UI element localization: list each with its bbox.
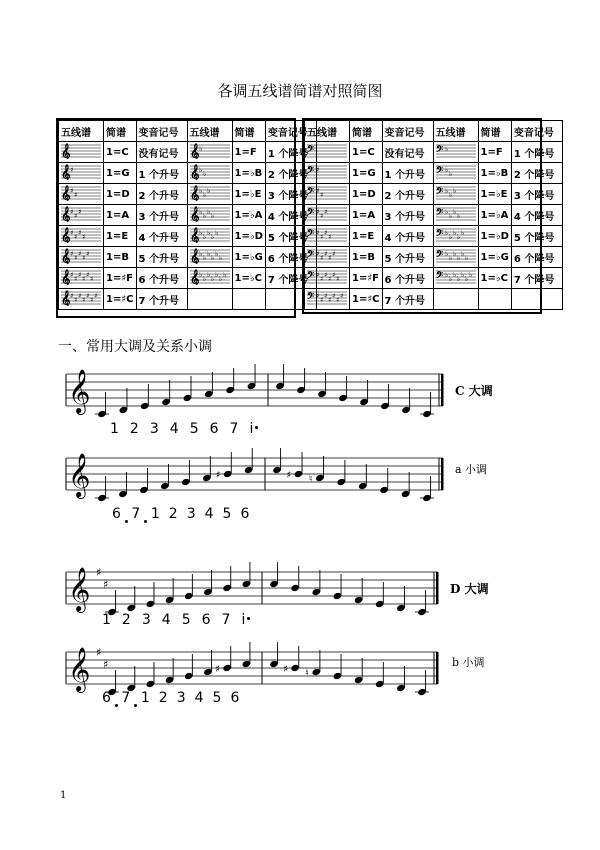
flat-icon: ♭ (448, 274, 452, 283)
accidental-count-cell: 7 个升号 (382, 289, 433, 310)
flat-icon: ♭ (210, 274, 214, 283)
note-number: 3 (186, 506, 196, 522)
flat-icon: ♭ (202, 211, 206, 220)
accidental-count-cell: 7 个升号 (136, 289, 187, 310)
note-number: i (249, 421, 254, 437)
sharp-icon: ♯ (82, 253, 86, 262)
note-number: 4 (161, 612, 171, 628)
sharp-icon: ♯ (74, 274, 78, 283)
note-number: 4 (169, 421, 179, 437)
sharp-icon: ♯ (320, 295, 324, 304)
sharp-icon: ♯ (324, 207, 328, 216)
flat-icon: ♭ (452, 270, 456, 279)
natural-icon: ♮ (308, 474, 313, 485)
flat-icon: ♭ (198, 228, 202, 237)
sharp-icon: ♯ (82, 232, 86, 241)
sharp-icon: ♯ (78, 291, 82, 300)
sharp-icon: ♯ (316, 165, 320, 174)
numbered-key-cell: 1=B (350, 247, 383, 268)
flat-icon: ♭ (456, 274, 460, 283)
numbered-key-cell: 1=F (232, 142, 265, 163)
sharp-icon: ♯ (90, 274, 94, 283)
final-bar-thick (441, 374, 444, 406)
flat-icon: ♭ (456, 232, 460, 241)
sharp-icon: ♯ (324, 228, 328, 237)
bass-clef-icon: 𝄢 (307, 248, 315, 262)
flat-icon: ♭ (198, 144, 202, 153)
bass-clef-icon: 𝄢 (435, 206, 443, 220)
flat-icon: ♭ (444, 207, 448, 216)
flat-icon: ♭ (444, 186, 448, 195)
numbered-key-cell: 1=B (104, 247, 137, 268)
numbered-key-cell: 1=G (104, 163, 137, 184)
flat-icon: ♭ (218, 253, 222, 262)
note-number: 5 (212, 690, 222, 706)
flat-icon: ♭ (464, 274, 468, 283)
flat-icon: ♭ (460, 249, 464, 258)
sharp-icon: ♯ (90, 295, 94, 304)
accidental-count-cell: 1 个升号 (382, 163, 433, 184)
flat-icon: ♭ (210, 253, 214, 262)
treble-clef-icon: 𝄞 (189, 205, 199, 222)
numbered-key-cell: 1=♭C (478, 268, 511, 289)
sharp-icon: ♯ (316, 228, 320, 237)
sharp-icon: ♯ (215, 664, 220, 675)
sharp-icon: ♯ (316, 291, 320, 300)
accidental-count-cell: 6 个升号 (382, 268, 433, 289)
sharp-icon: ♯ (70, 291, 74, 300)
sharp-icon: ♯ (324, 291, 328, 300)
numbered-key-cell: 1=♭E (478, 184, 511, 205)
treble-clef-icon: 𝄞 (189, 142, 199, 159)
accidental-count-cell: 4 个升号 (382, 226, 433, 247)
flat-icon: ♭ (460, 270, 464, 279)
flat-icon: ♭ (444, 165, 448, 174)
flat-icon: ♭ (206, 207, 210, 216)
flat-icon: ♭ (210, 211, 214, 220)
sharp-icon: ♯ (320, 190, 324, 199)
sharp-icon: ♯ (82, 295, 86, 304)
treble-clef-icon: 𝄞 (68, 369, 91, 413)
sharp-icon: ♯ (70, 165, 74, 174)
note-number: 1 (102, 612, 111, 628)
note-number: 4 (204, 506, 214, 522)
accidental-count-cell: 6 个升号 (136, 268, 187, 289)
treble-clef-icon: 𝄞 (189, 163, 199, 180)
bass-clef-icon: 𝄢 (307, 164, 315, 178)
flat-icon: ♭ (444, 144, 448, 153)
treble-clef-icon: 𝄞 (189, 226, 199, 243)
numbered-key-cell: 1=♭B (478, 163, 511, 184)
numbered-key-cell: 1=♭G (478, 247, 511, 268)
sharp-icon: ♯ (78, 228, 82, 237)
flat-icon: ♭ (198, 249, 202, 258)
note-number: 7 (221, 612, 231, 628)
sharp-icon: ♯ (340, 291, 344, 300)
sharp-icon: ♯ (336, 274, 340, 283)
table-header-cell: 五线谱 (59, 121, 104, 142)
numbered-key-cell: 1=♯F (104, 268, 137, 289)
note-number: 5 (222, 506, 232, 522)
accidental-count-cell: 2 个降号 (265, 163, 316, 184)
flat-icon: ♭ (464, 253, 468, 262)
numbered-key-cell: 1=♭C (232, 268, 265, 289)
sharp-icon: ♯ (86, 270, 90, 279)
sharp-icon: ♯ (316, 249, 320, 258)
sharp-icon: ♯ (78, 249, 82, 258)
flat-icon: ♭ (198, 207, 202, 216)
sharp-icon: ♯ (328, 232, 332, 241)
flat-icon: ♭ (222, 270, 226, 279)
numbered-notation-d-major (102, 612, 258, 628)
accidental-count-cell: 2 个升号 (382, 184, 433, 205)
lower-octave-dot (115, 704, 118, 707)
numbered-key-cell: 1=E (350, 226, 383, 247)
flat-icon: ♭ (452, 186, 456, 195)
flat-icon: ♭ (452, 228, 456, 237)
sharp-icon: ♯ (332, 249, 336, 258)
example-label-c-major: C 大调 (455, 384, 493, 398)
note-number: 6 (201, 612, 211, 628)
accidental-count-cell: 2 个升号 (136, 184, 187, 205)
accidental-count-cell: 4 个升号 (136, 226, 187, 247)
flat-icon: ♭ (206, 270, 210, 279)
flat-icon: ♭ (468, 270, 472, 279)
numbered-key-cell: 1=♯C (350, 289, 383, 310)
bass-clef-icon: 𝄢 (435, 185, 443, 199)
sharp-icon: ♯ (74, 253, 78, 262)
note-number: 4 (194, 690, 204, 706)
treble-clef-icon: 𝄞 (61, 289, 71, 306)
sharp-icon: ♯ (328, 274, 332, 283)
flat-icon: ♭ (206, 186, 210, 195)
flat-icon: ♭ (198, 270, 202, 279)
sharp-icon: ♯ (324, 249, 328, 258)
sharp-icon: ♯ (96, 566, 102, 579)
accidental-count-cell: 7 个降号 (265, 268, 316, 289)
bass-clef-icon: 𝄢 (435, 143, 443, 157)
bass-clef-icon: 𝄢 (435, 164, 443, 178)
numbered-key-cell: 1=♭D (478, 226, 511, 247)
bass-clef-icon: 𝄢 (435, 227, 443, 241)
treble-clef-icon: 𝄞 (68, 647, 91, 691)
table-header-cell: 五线谱 (433, 121, 478, 142)
accidental-count-cell: 2 个降号 (511, 163, 562, 184)
table-header-cell: 五线谱 (187, 121, 232, 142)
sharp-icon: ♯ (70, 186, 74, 195)
table-header-cell: 变音记号 (136, 121, 187, 142)
numbered-key-cell: 1=♯F (350, 268, 383, 289)
note-number: 1 (150, 506, 160, 522)
numbered-key-cell: 1=E (104, 226, 137, 247)
note-number: 7 (131, 506, 141, 522)
table-header-cell: 变音记号 (382, 121, 433, 142)
sharp-icon: ♯ (320, 232, 324, 241)
sharp-icon: ♯ (70, 207, 74, 216)
note-number: 2 (158, 690, 168, 706)
accidental-count-cell: 4 个降号 (511, 205, 562, 226)
sharp-icon: ♯ (94, 291, 98, 300)
sharp-icon: ♯ (78, 207, 82, 216)
note-number: 3 (176, 690, 186, 706)
numbered-key-cell: 1=C (104, 142, 137, 163)
treble-clef-icon: 𝄞 (61, 268, 71, 285)
flat-icon: ♭ (452, 249, 456, 258)
sharp-icon: ♯ (70, 228, 74, 237)
table-header-cell: 简谱 (232, 121, 265, 142)
sharp-icon: ♯ (70, 249, 74, 258)
sharp-icon: ♯ (286, 470, 292, 481)
sharp-icon: ♯ (332, 291, 336, 300)
accidental-count-cell: 3 个降号 (265, 184, 316, 205)
flat-icon: ♭ (444, 249, 448, 258)
bass-clef-icon: 𝄢 (307, 185, 315, 199)
sharp-icon: ♯ (320, 253, 324, 262)
final-bar-thick (436, 572, 439, 604)
flat-icon: ♭ (202, 253, 206, 262)
table-header-cell: 简谱 (104, 121, 137, 142)
note-number: 2 (168, 506, 178, 522)
sharp-icon: ♯ (215, 470, 221, 481)
bass-clef-icon: 𝄢 (435, 269, 443, 283)
table-header-cell: 五线谱 (305, 121, 350, 142)
sharp-icon: ♯ (103, 658, 109, 671)
note-number: i (241, 612, 246, 628)
example-label-a-minor: a 小调 (455, 463, 488, 476)
bass-clef-icon: 𝄢 (307, 269, 315, 283)
note-number: 1 (140, 690, 150, 706)
note-number: 5 (181, 612, 191, 628)
bass-clef-icon: 𝄢 (307, 227, 315, 241)
note-number: 6 (240, 506, 250, 522)
accidental-count-cell: 7 个降号 (511, 268, 562, 289)
treble-clef-icon: 𝄞 (61, 205, 71, 222)
page-number: 1 (60, 790, 67, 801)
sharp-icon: ♯ (316, 207, 320, 216)
accidental-count-cell: 3 个升号 (136, 205, 187, 226)
treble-clef-icon: 𝄞 (61, 142, 71, 159)
accidental-count-cell: 3 个降号 (511, 184, 562, 205)
accidental-count-cell: 5 个降号 (511, 226, 562, 247)
note-number: 1 (110, 421, 119, 437)
page-title: 各调五线谱简谱对照简图 (217, 82, 383, 100)
note-number: 5 (189, 421, 199, 437)
flat-icon: ♭ (198, 165, 202, 174)
treble-clef-icon: 𝄞 (189, 247, 199, 264)
bass-clef-icon: 𝄢 (307, 206, 315, 220)
sharp-icon: ♯ (74, 295, 78, 304)
flat-icon: ♭ (218, 274, 222, 283)
numbered-key-cell: 1=♭G (232, 247, 265, 268)
bass-clef-icon: 𝄢 (307, 143, 315, 157)
treble-clef-icon: 𝄞 (68, 453, 91, 497)
sharp-icon: ♯ (78, 270, 82, 279)
note-number: 6 (230, 690, 240, 706)
flat-icon: ♭ (210, 232, 214, 241)
numbered-key-cell: 1=A (104, 205, 137, 226)
accidental-count-cell: 没有记号 (382, 142, 433, 163)
treble-clef-icon: 𝄞 (61, 247, 71, 264)
accidental-count-cell: 6 个降号 (511, 247, 562, 268)
flat-icon: ♭ (214, 249, 218, 258)
example-label-d-major: D 大调 (450, 582, 489, 596)
sharp-icon: ♯ (86, 249, 90, 258)
accidental-count-cell: 1 个降号 (265, 142, 316, 163)
accidental-count-cell: 1 个升号 (136, 163, 187, 184)
flat-icon: ♭ (198, 186, 202, 195)
accidental-count-cell: 4 个降号 (265, 205, 316, 226)
accidental-count-cell: 5 个降号 (265, 226, 316, 247)
sharp-icon: ♯ (328, 253, 332, 262)
sharp-icon: ♯ (74, 211, 78, 220)
accidental-count-cell: 没有记号 (136, 142, 187, 163)
treble-clef-icon: 𝄞 (61, 184, 71, 201)
flat-icon: ♭ (460, 228, 464, 237)
flat-icon: ♭ (214, 228, 218, 237)
bass-clef-icon: 𝄢 (435, 248, 443, 262)
sharp-icon: ♯ (332, 270, 336, 279)
numbered-notation-a-minor (112, 506, 258, 522)
sharp-icon: ♯ (316, 270, 320, 279)
sharp-icon: ♯ (320, 274, 324, 283)
flat-icon: ♭ (202, 169, 206, 178)
flat-icon: ♭ (206, 228, 210, 237)
numbered-key-cell: 1=♭E (232, 184, 265, 205)
flat-icon: ♭ (448, 169, 452, 178)
treble-clef-icon: 𝄞 (189, 268, 199, 285)
treble-clef-icon: 𝄞 (61, 163, 71, 180)
table-header-cell: 变音记号 (265, 121, 316, 142)
note-number: 7 (121, 690, 131, 706)
flat-icon: ♭ (448, 232, 452, 241)
flat-icon: ♭ (444, 270, 448, 279)
flat-icon: ♭ (202, 232, 206, 241)
accidental-count-cell: 3 个升号 (382, 205, 433, 226)
flat-icon: ♭ (202, 190, 206, 199)
numbered-key-cell: 1=♯C (104, 289, 137, 310)
note-number: 3 (141, 612, 151, 628)
sharp-icon: ♯ (320, 211, 324, 220)
note-number: 3 (149, 421, 159, 437)
table-header-cell: 变音记号 (511, 121, 562, 142)
flat-icon: ♭ (448, 211, 452, 220)
sharp-icon: ♯ (328, 295, 332, 304)
numbered-key-cell: 1=D (350, 184, 383, 205)
final-bar-thick (441, 458, 444, 490)
accidental-count-cell: 1 个降号 (511, 142, 562, 163)
sharp-icon: ♯ (316, 186, 320, 195)
note-number: 7 (229, 421, 239, 437)
sharp-icon: ♯ (103, 578, 109, 591)
bass-clef-icon: 𝄢 (307, 290, 315, 304)
treble-clef-icon: 𝄞 (68, 567, 91, 611)
numbered-key-cell: 1=♭A (478, 205, 511, 226)
final-bar-thick (436, 652, 439, 684)
numbered-key-cell: 1=A (350, 205, 383, 226)
note-number: 2 (129, 421, 139, 437)
sharp-icon: ♯ (74, 190, 78, 199)
numbered-key-cell: 1=♭B (232, 163, 265, 184)
example-label-b-minor: b 小调 (452, 656, 485, 669)
flat-icon: ♭ (456, 211, 460, 220)
table-header-cell: 简谱 (478, 121, 511, 142)
table-header-cell: 简谱 (350, 121, 383, 142)
numbered-notation-c-major (110, 421, 266, 437)
flat-icon: ♭ (202, 274, 206, 283)
accidental-count-cell: 6 个降号 (265, 247, 316, 268)
accidental-count-cell: 5 个升号 (382, 247, 433, 268)
note-number: 2 (121, 612, 131, 628)
treble-clef-icon: 𝄞 (61, 226, 71, 243)
sharp-icon: ♯ (86, 291, 90, 300)
treble-clef-icon: 𝄞 (189, 184, 199, 201)
note-number: 6 (112, 506, 122, 522)
numbered-key-cell: 1=F (478, 142, 511, 163)
numbered-key-cell: 1=C (350, 142, 383, 163)
sharp-icon: ♯ (96, 646, 102, 659)
flat-icon: ♭ (456, 253, 460, 262)
numbered-key-cell: 1=D (104, 184, 137, 205)
note-number: 6 (102, 690, 112, 706)
numbered-key-cell: 1=♭D (232, 226, 265, 247)
flat-icon: ♭ (448, 190, 452, 199)
flat-icon: ♭ (448, 253, 452, 262)
sharp-icon: ♯ (82, 274, 86, 283)
sharp-icon: ♯ (336, 295, 340, 304)
sharp-icon: ♯ (324, 270, 328, 279)
flat-icon: ♭ (444, 228, 448, 237)
flat-icon: ♭ (452, 207, 456, 216)
section-heading: 一、常用大调及关系小调 (58, 339, 212, 355)
sharp-icon: ♯ (70, 270, 74, 279)
natural-icon: ♮ (305, 668, 309, 679)
flat-icon: ♭ (206, 249, 210, 258)
flat-icon: ♭ (214, 270, 218, 279)
accidental-count-cell: 5 个升号 (136, 247, 187, 268)
lower-octave-dot (125, 520, 128, 523)
numbered-key-cell: 1=♭A (232, 205, 265, 226)
upper-octave-dot (247, 617, 250, 620)
numbered-key-cell: 1=G (350, 163, 383, 184)
sharp-icon: ♯ (74, 232, 78, 241)
sharp-icon: ♯ (283, 664, 288, 675)
note-number: 6 (209, 421, 219, 437)
upper-octave-dot (255, 426, 258, 429)
numbered-notation-b-minor (102, 690, 248, 706)
